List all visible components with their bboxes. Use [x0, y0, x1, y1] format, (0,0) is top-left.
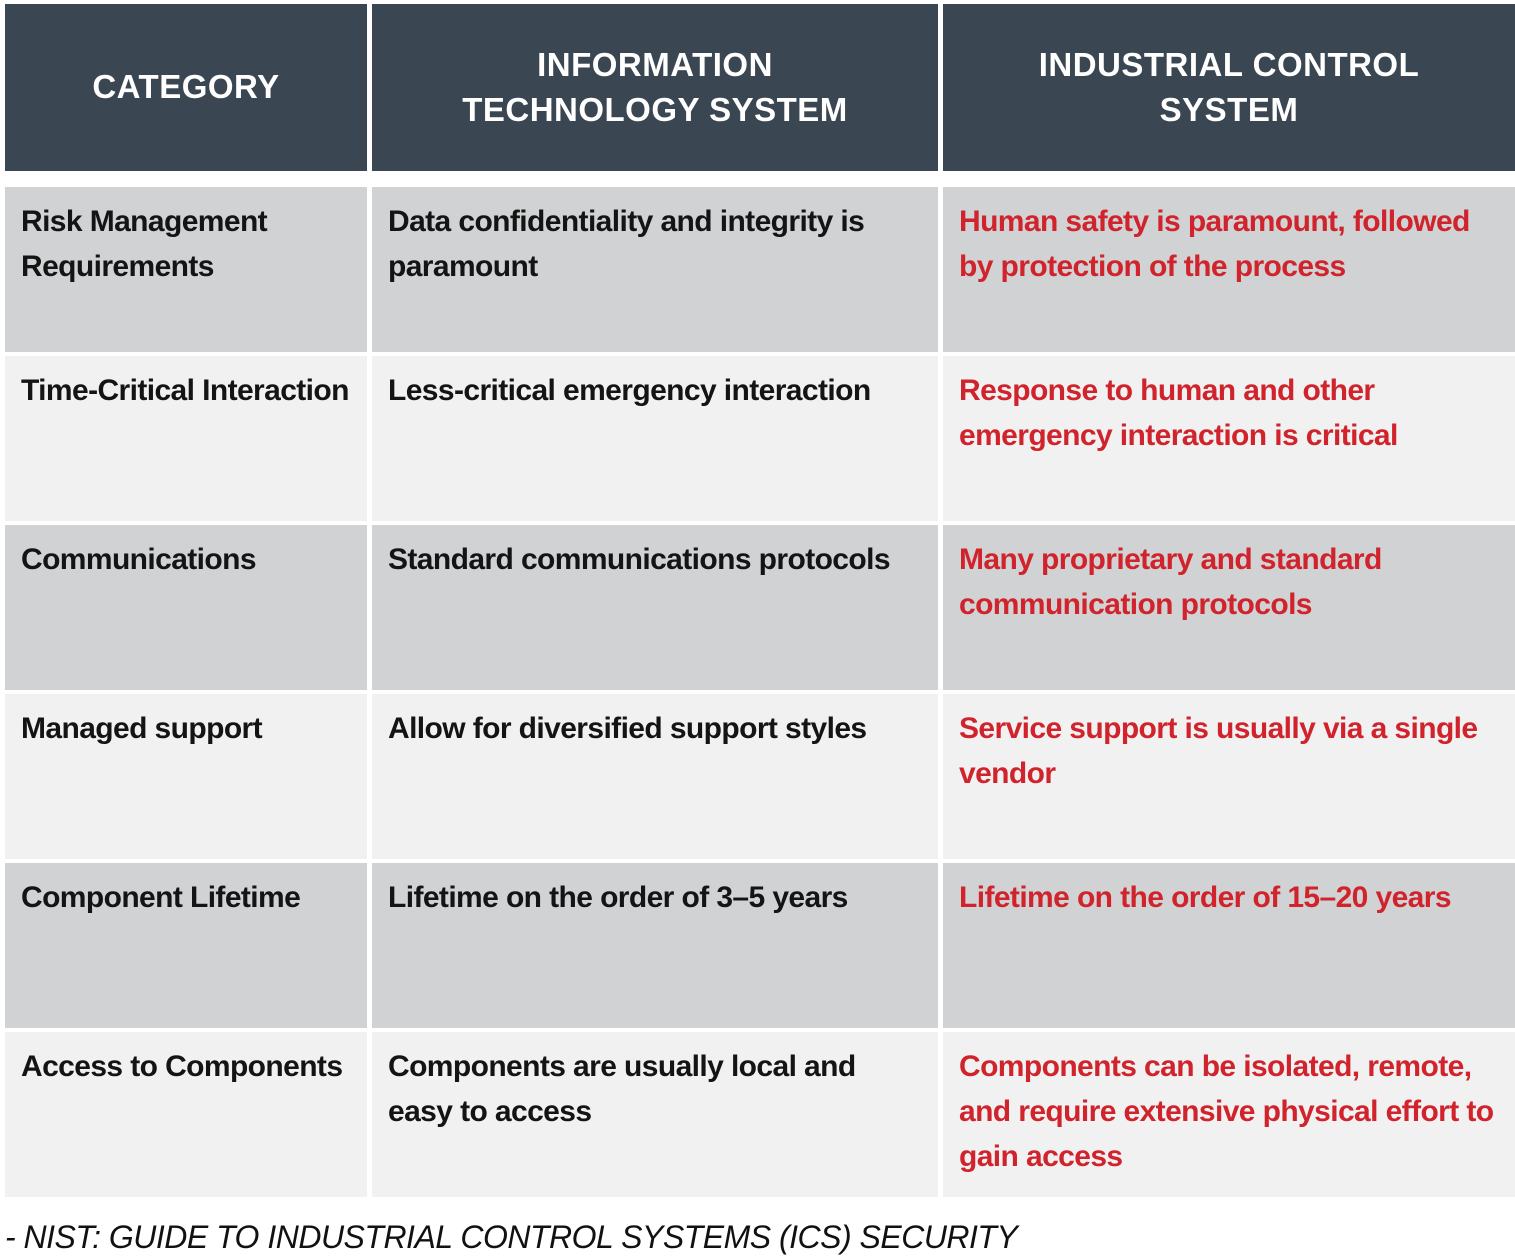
cell-category: Access to Components [5, 1032, 367, 1197]
cell-category: Managed support [5, 694, 367, 859]
table-row-component-lifetime [5, 863, 1515, 1028]
cell-it-value: Less-critical emergency interaction [372, 356, 938, 521]
source-citation: - NIST: GUIDE TO INDUSTRIAL CONTROL SYSTEMS (ICS) SECURITY [5, 1219, 1018, 1255]
header-label-ics-system: INDUSTRIAL CONTROL SYSTEM [1038, 45, 1420, 128]
cell-ics-value: Human safety is paramount, followed by protection of the process [943, 187, 1515, 352]
cell-it-value: Components are usually local and easy to access [372, 1032, 938, 1197]
cell-it-value: Lifetime on the order of 3–5 years [372, 863, 938, 1028]
table-row-managed-support [5, 694, 1515, 859]
table-row-time-critical [5, 356, 1515, 521]
cell-ics-value: Response to human and other emergency interaction is critical [943, 356, 1515, 521]
cell-category: Risk Management Requirements [5, 187, 367, 352]
table-row-communications [5, 525, 1515, 690]
table-header-row [5, 4, 1515, 171]
table-row-access-to-components [5, 1032, 1515, 1197]
header-cell-ics-system [943, 4, 1515, 171]
header-cell-it-system [372, 4, 938, 171]
cell-category: Time-Critical Interaction [5, 356, 367, 521]
cell-category: Communications [5, 525, 367, 690]
header-label-it-system: INFORMATION TECHNOLOGY SYSTEM [462, 45, 848, 128]
cell-ics-value: Many proprietary and standard communication protocols [943, 525, 1515, 690]
cell-ics-value: Lifetime on the order of 15–20 years [943, 863, 1515, 1028]
cell-it-value: Allow for diversified support styles [372, 694, 938, 859]
header-label-category: CATEGORY [92, 68, 280, 106]
cell-ics-value: Service support is usually via a single vendor [943, 694, 1515, 859]
cell-ics-value: Components can be isolated, remote, and require extensive physical effort to gain access [943, 1032, 1515, 1197]
cell-category: Component Lifetime [5, 863, 367, 1028]
table-body [5, 187, 1515, 1197]
header-cell-category [5, 4, 367, 171]
table-row-risk-management [5, 187, 1515, 352]
cell-it-value: Standard communications protocols [372, 525, 938, 690]
cell-it-value: Data confidentiality and integrity is paramount [372, 187, 938, 352]
